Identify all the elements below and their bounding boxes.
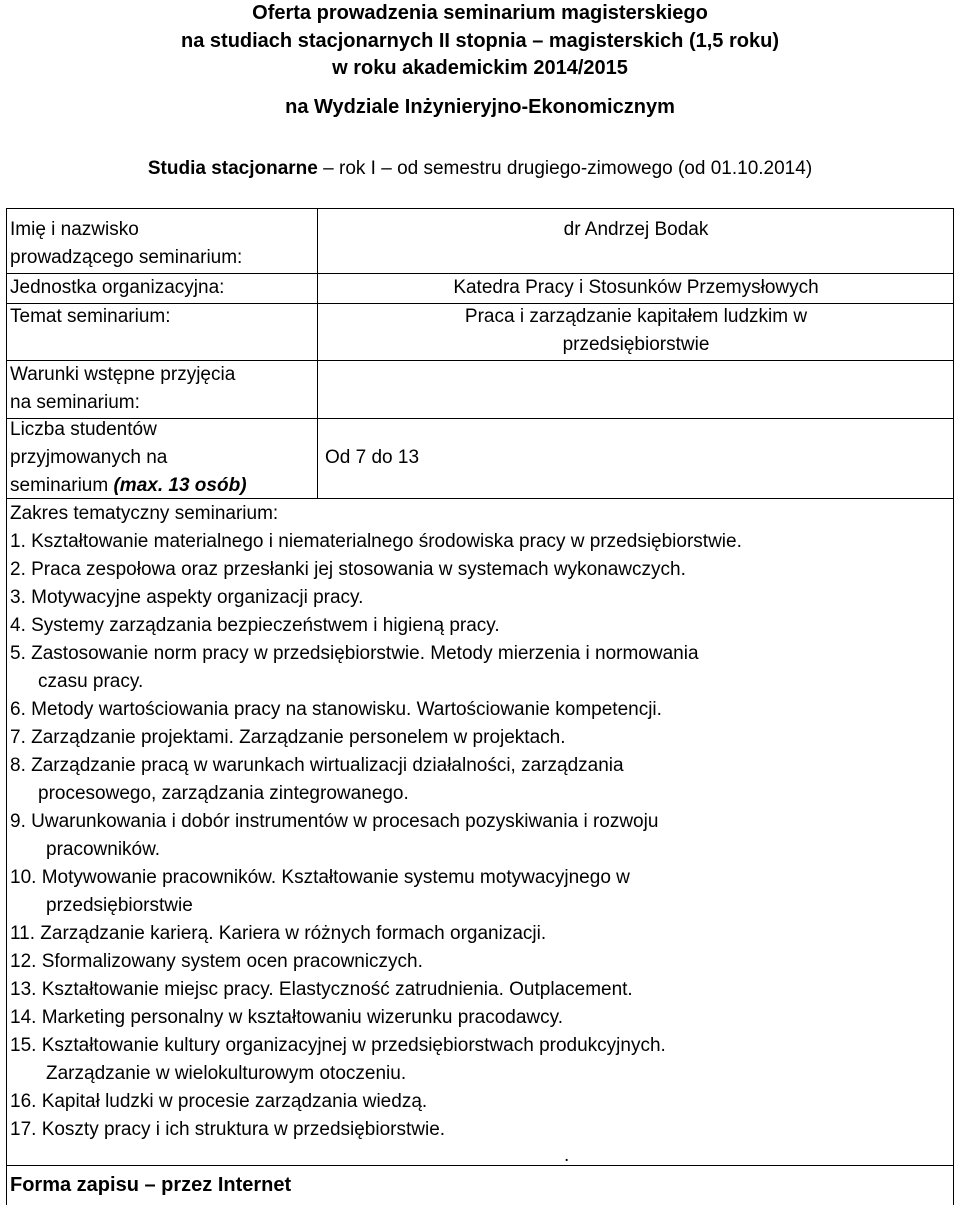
scope-item-continuation: czasu pracy. (38, 671, 144, 692)
conditions-label-line-1: Warunki wstępne przyjęcia (10, 364, 236, 385)
students-label-line-1: Liczba studentów (10, 419, 157, 440)
scope-item-continuation: przedsiębiorstwie (46, 895, 193, 916)
studies-type: Studia stacjonarne (147, 158, 318, 179)
header-line-2: na studiach stacjonarnych II stopnia – magisterskich (1,5 roku) (181, 30, 779, 52)
scope-item: 17. Koszty pracy i ich struktura w przedsiębiorstwie. (10, 1119, 446, 1140)
students-label-line-3 (10, 472, 247, 500)
scope-item: 11. Zarządzanie karierą. Kariera w różnych formach organizacji. (10, 923, 547, 944)
students-label-line-2: przyjmowanych na (10, 447, 168, 468)
studies-details: – rok I – od semestru drugiego-zimowego (od 01.10.2014) (323, 158, 813, 179)
scope-item: 9. Uwarunkowania i dobór instrumentów w procesach pozyskiwania i rozwoju (10, 811, 659, 832)
unit-value: Katedra Pracy i Stosunków Przemysłowych (453, 277, 819, 298)
scope-item: 7. Zarządzanie projektami. Zarządzanie personelem w projektach. (10, 727, 566, 748)
scope-item: 12. Sformalizowany system ocen pracowniczych. (10, 951, 423, 972)
scope-item: 3. Motywacyjne aspekty organizacji pracy. (10, 587, 364, 608)
supervisor-name: dr Andrzej Bodak (563, 219, 709, 240)
conditions-label-line-2: na seminarium: (10, 392, 140, 413)
name-label-line-2: prowadzącego seminarium: (10, 247, 243, 268)
scope-item: 13. Kształtowanie miejsc pracy. Elastyczność zatrudnienia. Outplacement. (10, 979, 633, 1000)
scope-item: 15. Kształtowanie kultury organizacyjnej w przedsiębiorstwach produkcyjnych. (10, 1035, 666, 1056)
scope-item-continuation: pracowników. (46, 839, 161, 860)
students-value: Od 7 do 13 (325, 447, 420, 468)
topic-value-line-2: przedsiębiorstwie (562, 334, 710, 355)
scope-item: 16. Kapitał ludzki w procesie zarządzania wiedzą. (10, 1091, 428, 1112)
scope-item: 2. Praca zespołowa oraz przesłanki jej stosowania w systemach wykonawczych. (10, 559, 686, 580)
scope-item: 1. Kształtowanie materialnego i niematerialnego środowiska pracy w przedsiębiorstwie. (10, 531, 742, 552)
header-line-1: Oferta prowadzenia seminarium magisterskiego (252, 2, 708, 24)
scope-item-continuation: Zarządzanie w wielokulturowym otoczeniu. (46, 1063, 407, 1084)
unit-label: Jednostka organizacyjna: (10, 277, 225, 298)
scope-item: 5. Zastosowanie norm pracy w przedsiębiorstwie. Metody mierzenia i normowania (10, 643, 699, 664)
enrollment-form: Forma zapisu – przez Internet (10, 1174, 292, 1196)
topic-label: Temat seminarium: (10, 306, 171, 327)
scope-item: 8. Zarządzanie pracą w warunkach wirtualizacji działalności, zarządzania (10, 755, 624, 776)
students-label-seminar: seminarium (10, 475, 109, 496)
students-max-note: (max. 13 osób) (113, 475, 247, 496)
scope-item: 10. Motywowanie pracowników. Kształtowanie systemu motywacyjnego w (10, 867, 630, 888)
scope-item: 14. Marketing personalny w kształtowaniu wizerunku pracodawcy. (10, 1007, 564, 1028)
header-line-3: w roku akademickim 2014/2015 (332, 57, 628, 79)
studies-line (0, 158, 960, 180)
name-label-line-1: Imię i nazwisko (10, 219, 139, 240)
topic-value-line-1: Praca i zarządzanie kapitałem ludzkim w (464, 306, 808, 327)
scope-item: 6. Metody wartościowania pracy na stanowisku. Wartościowanie kompetencji. (10, 699, 662, 720)
row-divider (6, 1165, 954, 1166)
trailing-dot: . (564, 1145, 570, 1166)
scope-item: 4. Systemy zarządzania bezpieczeństwem i higieną pracy. (10, 615, 500, 636)
header-line-4: na Wydziale Inżynieryjno-Ekonomicznym (285, 96, 675, 118)
scope-item-continuation: procesowego, zarządzania zintegrowanego. (38, 783, 409, 804)
scope-title: Zakres tematyczny seminarium: (10, 503, 279, 524)
